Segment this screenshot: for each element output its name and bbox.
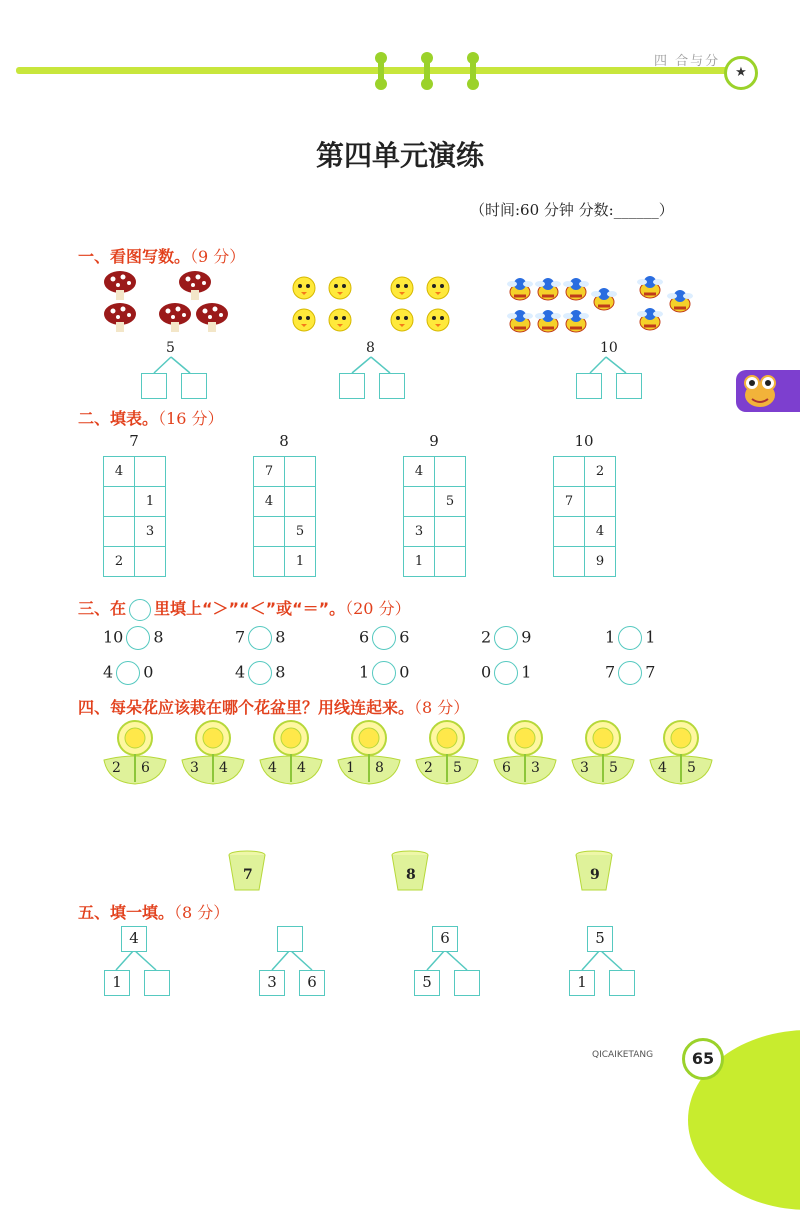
table-head: 10 <box>574 432 594 450</box>
flower-icon <box>646 718 716 788</box>
tree-left-box[interactable]: 3 <box>259 970 285 996</box>
table-cell[interactable]: 2 <box>585 457 616 487</box>
section-1-label: 一、看图写数。 <box>78 247 191 266</box>
compare-circle[interactable] <box>116 661 140 685</box>
table-cell[interactable]: 4 <box>585 517 616 547</box>
fill-table <box>253 432 316 577</box>
flower-icon <box>178 718 248 788</box>
table-cell[interactable]: 5 <box>285 517 316 547</box>
section-2-heading <box>78 406 223 429</box>
compare-circle[interactable] <box>618 626 642 650</box>
compare-left: 1 <box>605 627 616 647</box>
pot-number: 7 <box>243 867 253 883</box>
table-cell[interactable]: 1 <box>285 547 316 577</box>
tree-top-box[interactable]: 6 <box>432 926 458 952</box>
table-cell[interactable]: 3 <box>135 517 166 547</box>
table-cell[interactable] <box>435 517 466 547</box>
answer-box[interactable] <box>181 373 207 399</box>
flower-pot[interactable] <box>575 850 613 896</box>
table-cell[interactable] <box>435 457 466 487</box>
compare-left: 4 <box>235 662 246 682</box>
section-3-label-b: 里填上“＞”“＜”或“＝”。 <box>154 599 346 618</box>
answer-box[interactable] <box>339 373 365 399</box>
tree-left-box[interactable]: 5 <box>414 970 440 996</box>
flower-num-right: 6 <box>141 760 150 776</box>
tree-left-box[interactable]: 1 <box>569 970 595 996</box>
table-cell[interactable]: 1 <box>404 547 435 577</box>
bond-total: 8 <box>366 340 375 356</box>
tree-top-box[interactable]: 5 <box>587 926 613 952</box>
table-cell[interactable] <box>435 547 466 577</box>
flower-num-right: 5 <box>453 760 462 776</box>
flower[interactable] <box>178 718 248 792</box>
flower-icon <box>490 718 560 788</box>
section-2-label: 二、填表。 <box>78 409 159 428</box>
compare-left: 6 <box>359 627 370 647</box>
compare-right: 9 <box>521 627 532 647</box>
table-cell[interactable]: 4 <box>254 487 285 517</box>
table-cell[interactable] <box>554 457 585 487</box>
section-2-points: （16 分） <box>158 409 224 428</box>
flower-num-right: 8 <box>375 760 384 776</box>
compare-circle[interactable] <box>494 626 518 650</box>
compare-circle[interactable] <box>248 661 272 685</box>
tree-right-box[interactable] <box>609 970 635 996</box>
table-cell[interactable] <box>104 517 135 547</box>
flower-num-left: 2 <box>424 760 433 776</box>
flower[interactable] <box>490 718 560 792</box>
section-4-label: 四、每朵花应该栽在哪个花盆里？用线连起来。 <box>78 698 415 717</box>
section-1-pictures <box>100 268 700 338</box>
page-number: 65 <box>682 1038 724 1080</box>
flower-num-right: 5 <box>609 760 618 776</box>
flower-num-right: 4 <box>219 760 228 776</box>
flower-icon <box>568 718 638 788</box>
compare-right: 7 <box>645 662 656 682</box>
page-title: 第四单元演练 <box>315 139 484 172</box>
flower-num-left: 1 <box>346 760 355 776</box>
table-cell[interactable]: 5 <box>435 487 466 517</box>
compare-circle[interactable] <box>494 661 518 685</box>
compare-circle[interactable] <box>372 661 396 685</box>
binder-ring <box>424 54 430 88</box>
table-cell[interactable]: 2 <box>104 547 135 577</box>
compare-circle[interactable] <box>126 626 150 650</box>
flower-num-left: 4 <box>658 760 667 776</box>
brand-label: QICAIKETANG <box>592 1050 654 1060</box>
table-cell[interactable]: 1 <box>135 487 166 517</box>
table-cell[interactable]: 4 <box>404 457 435 487</box>
answer-box[interactable] <box>576 373 602 399</box>
tree-top-box[interactable]: 4 <box>121 926 147 952</box>
flower-icon <box>334 718 404 788</box>
compare-left: 10 <box>103 627 124 647</box>
compare-circle[interactable] <box>248 626 272 650</box>
compare-right: 6 <box>399 627 410 647</box>
section-5-label: 五、填一填。 <box>78 903 175 922</box>
table-cell[interactable] <box>135 457 166 487</box>
flower-icon <box>256 718 326 788</box>
fill-table <box>103 432 166 577</box>
table-cell[interactable]: 7 <box>554 487 585 517</box>
compare-left: 1 <box>359 662 370 682</box>
compare-right: 0 <box>143 662 154 682</box>
tree-right-box[interactable] <box>144 970 170 996</box>
compare-left: 2 <box>481 627 492 647</box>
compare-circle[interactable] <box>618 661 642 685</box>
compare-right: 8 <box>275 627 286 647</box>
compare-left: 7 <box>605 662 616 682</box>
flower-num-left: 4 <box>268 760 277 776</box>
table-cell[interactable]: 7 <box>254 457 285 487</box>
table-cell[interactable]: 9 <box>585 547 616 577</box>
flower[interactable] <box>568 718 638 792</box>
answer-box[interactable] <box>616 373 642 399</box>
table-cell[interactable] <box>404 487 435 517</box>
compare-left: 4 <box>103 662 114 682</box>
compare-left: 7 <box>235 627 246 647</box>
table-cell[interactable] <box>585 487 616 517</box>
table-head: 8 <box>279 432 289 450</box>
flower-num-left: 6 <box>502 760 511 776</box>
section-5-points: （8 分） <box>174 903 230 922</box>
flower-pot[interactable] <box>391 850 429 896</box>
table-head: 7 <box>129 432 139 450</box>
section-3-points: （20 分） <box>345 599 411 618</box>
table-cell[interactable] <box>554 547 585 577</box>
flower-num-left: 2 <box>112 760 121 776</box>
section-1-heading <box>78 244 245 267</box>
flower-pot[interactable] <box>228 850 266 896</box>
tree-left-box[interactable]: 1 <box>104 970 130 996</box>
circle-icon <box>129 599 151 621</box>
compare-right: 1 <box>521 662 532 682</box>
table-cell[interactable] <box>554 517 585 547</box>
table-cell[interactable]: 3 <box>404 517 435 547</box>
pot-number: 8 <box>406 867 416 883</box>
flower-icon <box>412 718 482 788</box>
answer-box[interactable] <box>141 373 167 399</box>
table-cell[interactable]: 4 <box>104 457 135 487</box>
bond-total: 10 <box>600 340 618 356</box>
header-bar <box>16 67 736 74</box>
table-cell[interactable] <box>104 487 135 517</box>
time-score-line: （时间:60 分钟 分数:______） <box>470 201 674 219</box>
header-badge-icon: ★ <box>724 56 758 90</box>
bond-total: 5 <box>166 340 175 356</box>
compare-left: 0 <box>481 662 492 682</box>
binder-ring <box>470 54 476 88</box>
flower-num-left: 3 <box>580 760 589 776</box>
compare-right: 8 <box>275 662 286 682</box>
flower-num-left: 3 <box>190 760 199 776</box>
table-cell[interactable] <box>285 457 316 487</box>
compare-right: 8 <box>153 627 164 647</box>
flower-num-right: 5 <box>687 760 696 776</box>
table-cell[interactable] <box>285 487 316 517</box>
flower-icon <box>100 718 170 788</box>
tree-top-box[interactable] <box>277 926 303 952</box>
flower[interactable] <box>646 718 716 792</box>
section-3-label-a: 三、在 <box>78 599 127 618</box>
compare-right: 1 <box>645 627 656 647</box>
fill-table <box>403 432 466 577</box>
flower-row <box>100 718 710 788</box>
binder-ring <box>378 54 384 88</box>
tree-right-box[interactable] <box>454 970 480 996</box>
unit-label: 四 合与分 <box>654 54 721 69</box>
flower[interactable] <box>334 718 404 792</box>
table-head: 9 <box>429 432 439 450</box>
flower[interactable] <box>100 718 170 792</box>
fill-table <box>553 432 616 577</box>
section-4-heading <box>78 695 469 718</box>
section-5-heading <box>78 900 229 923</box>
flower[interactable] <box>256 718 326 792</box>
pot-number: 9 <box>590 867 600 883</box>
flower-num-right: 3 <box>531 760 540 776</box>
flower-num-right: 4 <box>297 760 306 776</box>
table-cell[interactable] <box>254 547 285 577</box>
flower[interactable] <box>412 718 482 792</box>
tree-right-box[interactable]: 6 <box>299 970 325 996</box>
table-cell[interactable] <box>135 547 166 577</box>
section-3-heading <box>78 596 411 621</box>
section-1-points: （9 分） <box>190 247 246 266</box>
compare-circle[interactable] <box>372 626 396 650</box>
section-4-points: （8 分） <box>414 698 470 717</box>
compare-right: 0 <box>399 662 410 682</box>
answer-box[interactable] <box>379 373 405 399</box>
table-cell[interactable] <box>254 517 285 547</box>
